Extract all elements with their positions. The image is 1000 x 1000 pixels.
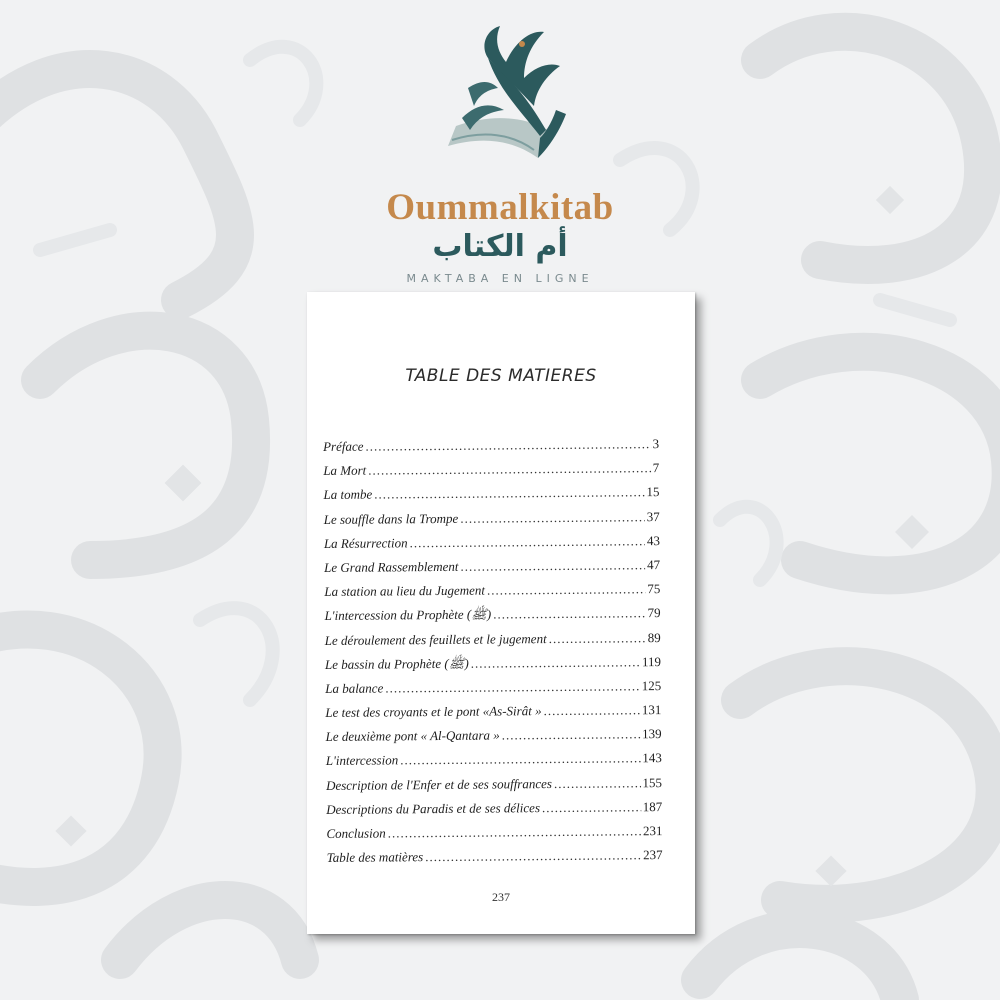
toc-entry-page: 7 (652, 460, 660, 476)
page-title: TABLE DES MATIERES (405, 366, 597, 386)
toc-leader-dots (493, 606, 645, 623)
toc-entry-label: Préface (323, 438, 364, 454)
brand-tagline: MAKTABA EN LIGNE (406, 272, 594, 285)
toc-entry-page: 43 (646, 532, 660, 548)
toc-leader-dots (460, 509, 645, 527)
toc-leader-dots (374, 485, 644, 503)
toc-entry-page: 125 (641, 677, 662, 694)
toc-leader-dots (549, 630, 646, 647)
toc-entry-page: 75 (647, 581, 661, 597)
toc-entry-label: Table des matières (326, 849, 424, 866)
toc-entry-label: Description de l'Enfer et de ses souffrances (325, 775, 552, 793)
brand-logo[interactable] (380, 18, 620, 285)
toc-entry (326, 799, 662, 826)
toc-entry-page: 15 (646, 484, 660, 500)
toc-leader-dots (542, 799, 641, 816)
toc-leader-dots (425, 847, 641, 865)
toc-entry (324, 557, 660, 584)
toc-entry-page: 79 (647, 605, 661, 621)
toc-leader-dots (543, 702, 639, 719)
toc-entry-label: La Mort (323, 462, 367, 479)
toc-entry (323, 460, 659, 487)
toc-entry-page: 47 (647, 557, 661, 573)
toc-entry-label: Le test des croyants et le pont «As-Sirât » (325, 703, 542, 721)
toc-entry (324, 581, 660, 608)
toc-entry (325, 630, 661, 657)
toc-entry (327, 847, 663, 874)
toc-entry-label: L'intercession du Prophète (ﷺ) (324, 606, 492, 624)
book-page (307, 292, 695, 934)
toc-leader-dots (388, 823, 641, 841)
toc-entry (326, 775, 662, 802)
toc-entry-page: 231 (642, 823, 663, 839)
toc-entry-page: 237 (643, 847, 663, 863)
toc-entry-label: L'intercession (325, 752, 399, 769)
toc-entry-page: 155 (642, 774, 663, 790)
toc-entry-label: Le Grand Rassemblement (324, 558, 459, 575)
toc-entry (325, 702, 661, 729)
toc-entry (324, 605, 660, 632)
toc-entry-page: 139 (642, 726, 662, 742)
toc-entry-page: 187 (642, 798, 663, 815)
toc-entry-label: La Résurrection (323, 535, 408, 551)
toc-leader-dots (502, 726, 640, 743)
toc-entry-label: Conclusion (326, 825, 386, 841)
toc-entry-page: 131 (641, 702, 662, 718)
toc-leader-dots (368, 460, 651, 478)
toc-entry (323, 484, 659, 511)
toc-entry-page: 143 (642, 750, 662, 766)
toc-entry-page: 37 (646, 508, 660, 524)
table-of-contents (323, 436, 663, 874)
toc-entry-label: La station au lieu du Jugement (324, 582, 486, 600)
toc-entry-label: Descriptions du Paradis et de ses délices (326, 799, 541, 817)
toc-entry (323, 436, 659, 463)
toc-entry (326, 750, 662, 777)
toc-entry-label: Le deuxième pont « Al-Qantara » (325, 727, 500, 745)
toc-entry (324, 509, 660, 536)
toc-entry-label: La balance (325, 680, 384, 696)
toc-entry-page: 3 (652, 436, 660, 452)
quill-book-icon (428, 18, 578, 178)
toc-leader-dots (487, 581, 645, 598)
toc-entry (325, 678, 661, 705)
brand-arabic-name: أم الكتاب (432, 229, 568, 264)
toc-entry-label: La tombe (323, 486, 373, 503)
toc-entry-page: 89 (647, 629, 661, 645)
toc-leader-dots (471, 654, 640, 671)
toc-entry-page: 119 (641, 653, 662, 669)
toc-entry (325, 654, 661, 681)
toc-leader-dots (460, 557, 645, 575)
toc-leader-dots (385, 678, 639, 696)
page-number: 237 (492, 890, 510, 904)
toc-entry-label: Le déroulement des feuillets et le jugement (324, 630, 547, 648)
toc-entry-label: Le souffle dans la Trompe (323, 510, 459, 527)
toc-leader-dots (400, 751, 640, 769)
toc-leader-dots (365, 436, 650, 454)
toc-entry (324, 533, 660, 560)
toc-leader-dots (409, 533, 644, 551)
toc-entry (326, 823, 662, 850)
brand-name: Oummalkitab (386, 187, 614, 228)
toc-entry (326, 726, 662, 753)
toc-entry-label: Le bassin du Prophète (ﷺ) (324, 655, 469, 672)
toc-leader-dots (554, 775, 641, 792)
